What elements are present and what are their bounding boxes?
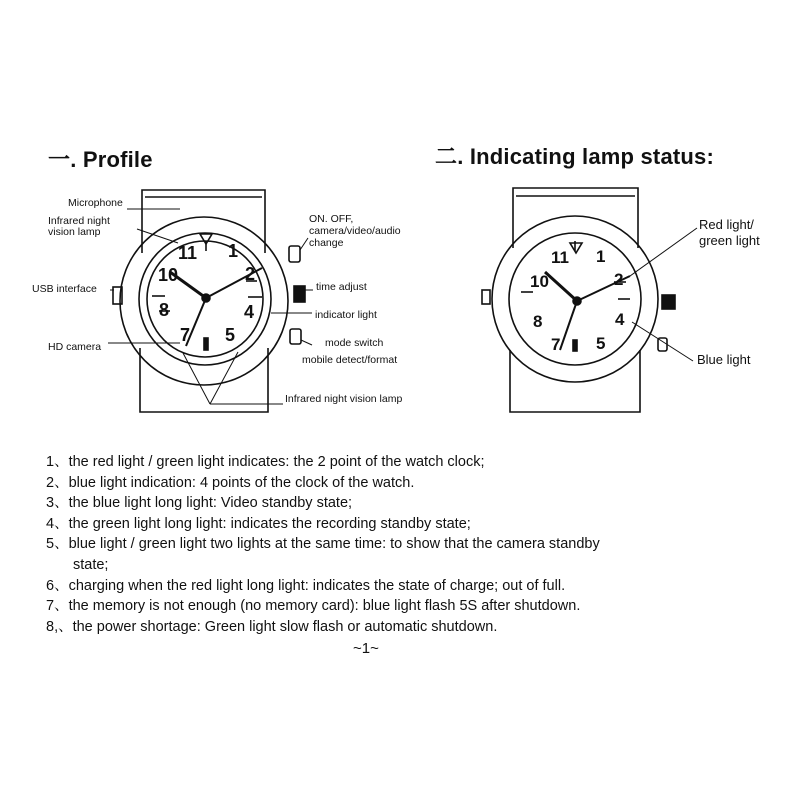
dial-number-8: 8 <box>159 300 170 320</box>
label-infrared-lamp-1: Infrared night <box>48 215 110 227</box>
list-item: 2、blue light indication: 4 points of the clock of the watch. <box>46 474 415 491</box>
dial-number-2: 2 <box>245 264 256 284</box>
dial-number-10: 10 <box>158 265 179 285</box>
lamp-status-heading: 二. Indicating lamp status: <box>435 144 715 169</box>
crown-middle <box>294 286 305 302</box>
label-onoff-1: ON. OFF, <box>309 213 354 225</box>
label-red-green-2: green light <box>699 233 760 248</box>
label-infrared-lamp-2: vision lamp <box>48 226 101 238</box>
list-item: 3、the blue light long light: Video standby state; <box>46 495 353 512</box>
dial-number-11: 11 <box>178 243 198 263</box>
dial-number-4: 4 <box>615 310 625 329</box>
indicator-light-shape <box>662 295 675 309</box>
dial-number-1: 1 <box>596 247 606 266</box>
dial-number-5: 5 <box>225 325 236 345</box>
label-hd-camera: HD camera <box>48 341 102 353</box>
dial-number-4: 4 <box>244 302 255 322</box>
dial-number-11: 11 <box>551 248 569 267</box>
label-microphone: Microphone <box>68 197 123 209</box>
label-onoff-2: camera/video/audio <box>309 225 401 237</box>
list-item: 6、charging when the red light long light: indicates the state of charge; out of full. <box>46 577 566 594</box>
label-blue-light: Blue light <box>697 352 751 367</box>
profile-watch-diagram <box>108 190 313 412</box>
list-item: 4、the green light long light: indicates the recording standby state; <box>46 515 471 532</box>
label-onoff-3: change <box>309 237 344 249</box>
dial-number-10: 10 <box>530 272 549 291</box>
dial-number-8: 8 <box>533 312 543 331</box>
list-item: 5、blue light / green light two lights at the same time: to show that the camera standby <box>46 536 600 553</box>
lamp-watch-diagram <box>482 188 697 412</box>
profile-heading: 一. Profile <box>48 147 153 172</box>
dial-number-2: 2 <box>614 270 624 289</box>
label-mode-switch: mode switch <box>325 337 384 349</box>
instruction-list <box>46 452 766 637</box>
list-item-continuation: state; <box>73 556 109 573</box>
dial-number-5: 5 <box>596 334 606 353</box>
crown-bottom <box>290 329 301 344</box>
dial-number-1: 1 <box>228 241 239 261</box>
label-usb-interface: USB interface <box>32 283 97 295</box>
label-red-green-1: Red light/ <box>699 217 754 232</box>
label-infrared-bottom: Infrared night vision lamp <box>285 393 403 405</box>
dial-number-7: 7 <box>551 335 561 354</box>
list-item: 7、the memory is not enough (no memory card): blue light flash 5S after shutdown. <box>46 598 581 615</box>
list-item: 1、the red light / green light indicates: the 2 point of the watch clock; <box>46 454 485 470</box>
label-time-adjust: time adjust <box>316 281 367 293</box>
label-mobile-detect: mobile detect/format <box>302 354 398 366</box>
dial-number-7: 7 <box>180 325 191 345</box>
crown-top <box>289 246 300 262</box>
list-item: 8,、the power shortage: Green light slow flash or automatic shutdown. <box>46 618 498 635</box>
page-number: ~1~ <box>353 640 379 657</box>
label-indicator-light: indicator light <box>315 309 377 321</box>
